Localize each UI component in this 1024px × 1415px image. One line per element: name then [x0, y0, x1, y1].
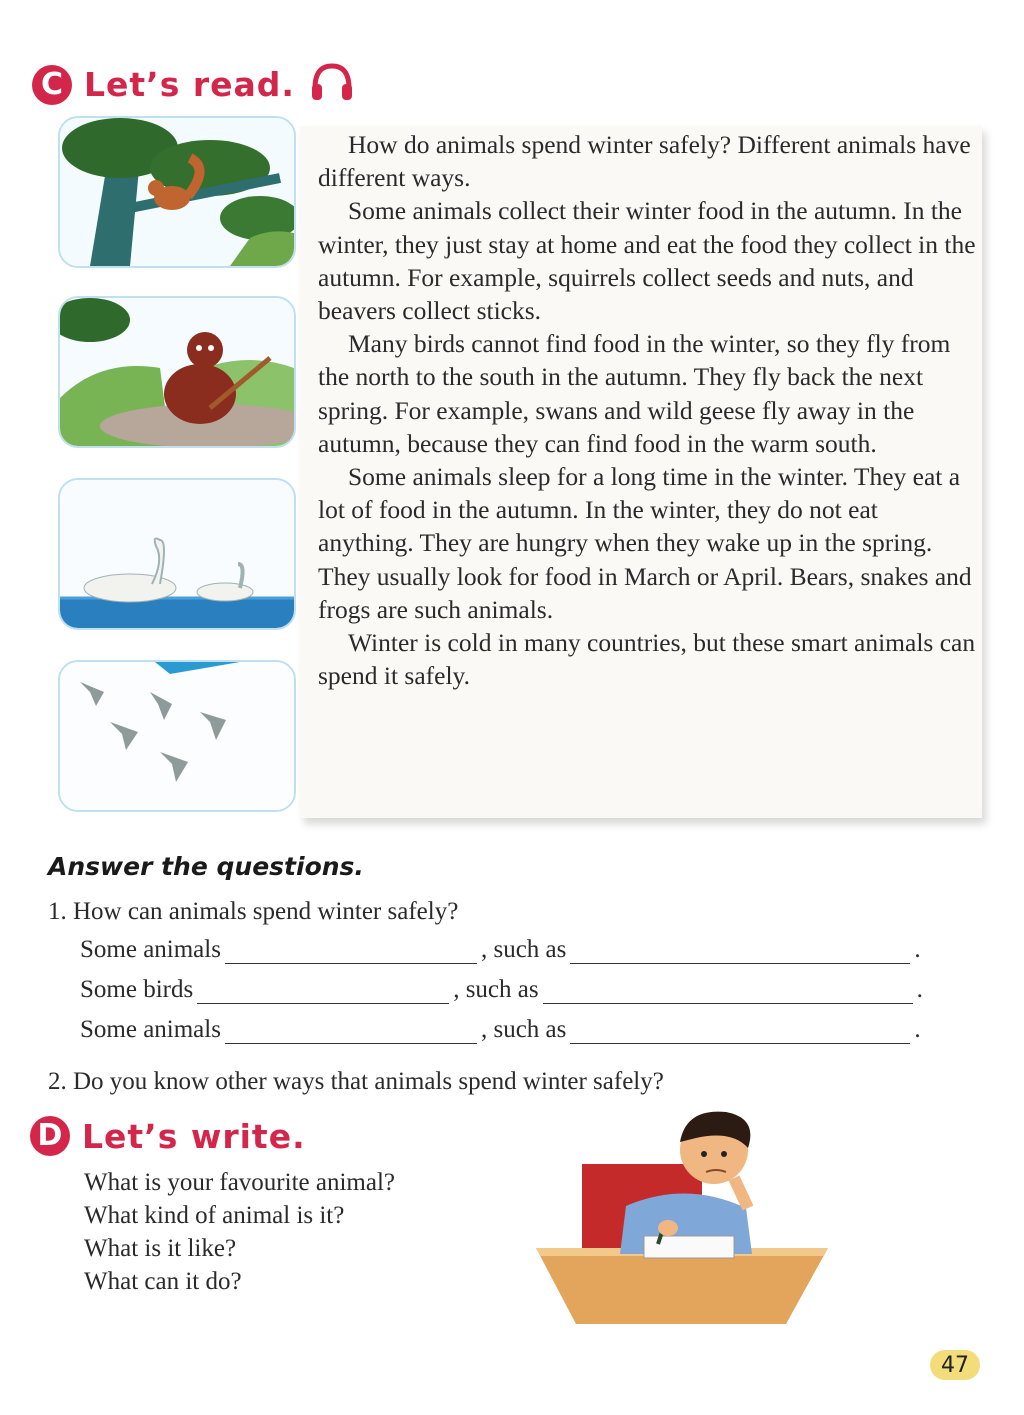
answer-subject: Some birds — [80, 976, 194, 1003]
answer-end: . — [914, 936, 921, 963]
answer-mid: , such as — [480, 936, 567, 963]
reading-paragraph: Some animals collect their winter food in the autumn. In the winter, they just stay at home and eat the food they collect in the autumn. For example, squirrels collect seeds and nuts, and beavers collect sticks. — [318, 196, 976, 326]
answer-mid: , such as — [480, 1016, 567, 1043]
question-2: 2. Do you know other ways that animals spend winter safely? — [48, 1068, 664, 1095]
section-c-badge: C — [32, 65, 72, 105]
answer-end: . — [914, 1016, 921, 1043]
writing-prompt: What can it do? — [84, 1268, 242, 1295]
section-d-title: Let’s write. — [82, 1116, 306, 1156]
answer-subject: Some animals — [80, 1016, 221, 1043]
answer-blank[interactable] — [197, 981, 449, 1004]
swans-picture — [58, 478, 296, 630]
answer-mid: , such as — [453, 976, 539, 1003]
writing-prompt: What is it like? — [84, 1235, 237, 1262]
section-d-heading — [30, 1116, 306, 1156]
reading-passage — [318, 128, 978, 692]
exercise-title: Answer the questions. — [48, 852, 364, 881]
geese-flying-picture — [58, 660, 296, 812]
question-1: 1. How can animals spend winter safely? — [48, 898, 459, 925]
page-number: 47 — [930, 1350, 980, 1380]
answer-line — [80, 1016, 921, 1044]
answer-blank[interactable] — [225, 1021, 477, 1044]
answer-blank[interactable] — [570, 941, 910, 964]
reading-paragraph: Some animals sleep for a long time in the winter. They eat a lot of food in the autumn. In the winter, they do not eat anything. They are hungry when they wake up in the spring. They usually look for food in March or April. Bears, snakes and frogs are such animals. — [318, 462, 972, 624]
answer-blank[interactable] — [570, 1021, 910, 1044]
headphones-icon[interactable] — [309, 62, 355, 107]
answer-line — [80, 936, 921, 964]
writing-prompt: What is your favourite animal? — [84, 1169, 395, 1196]
writing-prompt: What kind of animal is it? — [84, 1202, 345, 1229]
section-d-badge: D — [30, 1116, 70, 1156]
section-c-heading — [32, 62, 355, 107]
section-c-title: Let’s read. — [84, 65, 295, 104]
answer-end: . — [916, 976, 923, 1003]
squirrel-tree-picture — [58, 116, 296, 268]
answer-blank[interactable] — [543, 981, 913, 1004]
reading-paragraph: How do animals spend winter safely? Different animals have different ways. — [318, 130, 971, 193]
reading-paragraph: Winter is cold in many countries, but these smart animals can spend it safely. — [318, 628, 976, 691]
answer-blank[interactable] — [225, 941, 477, 964]
writing-prompts — [84, 1166, 395, 1298]
boy-writing-picture — [536, 1108, 828, 1329]
answer-subject: Some animals — [80, 936, 221, 963]
beaver-picture — [58, 296, 296, 448]
answer-line — [80, 976, 923, 1004]
reading-paragraph: Many birds cannot find food in the winter, so they fly from the north to the south in the autumn. They fly back the next spring. For example, swans and wild geese fly away in the autumn, because they can find food in the warm south. — [318, 329, 951, 458]
